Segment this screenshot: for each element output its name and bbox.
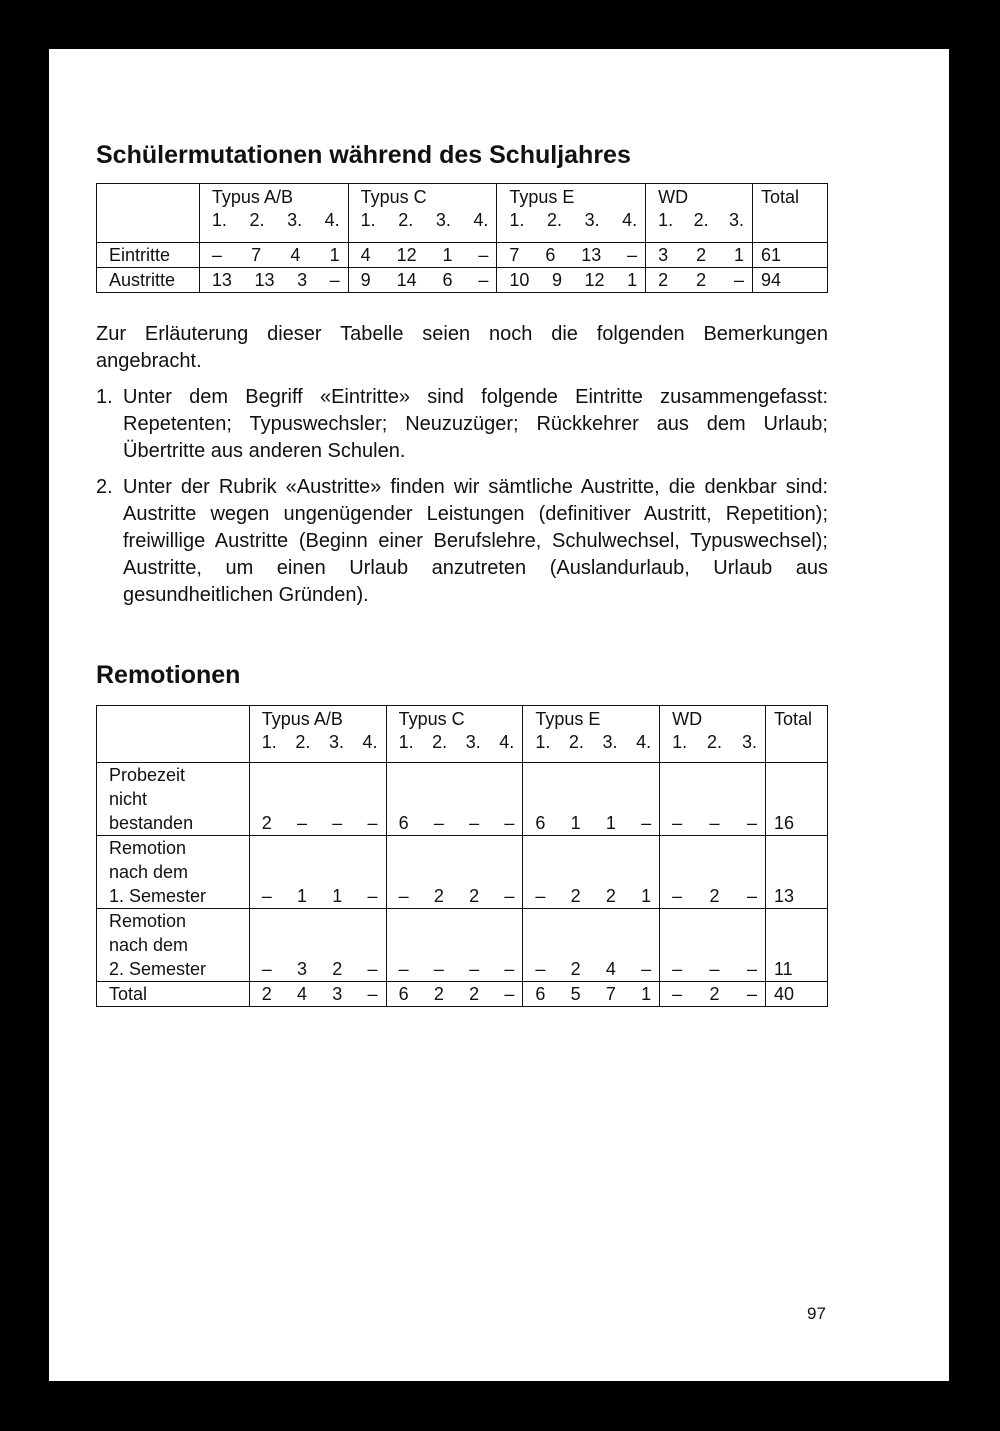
cell-value: –: [641, 959, 652, 979]
cell-value: 4.: [499, 732, 515, 752]
cell-value: –: [329, 270, 340, 290]
cell-value: 1.: [360, 210, 376, 230]
cell-value: 6: [545, 245, 556, 265]
value-columns: [672, 884, 757, 908]
cell-value: 2.: [707, 732, 723, 752]
cell-value: –: [746, 813, 757, 833]
header-row: [97, 706, 828, 763]
row-label-line: bestanden: [109, 813, 194, 833]
cell-value: 6: [398, 984, 409, 1004]
row-total-value: 16: [773, 813, 794, 833]
table-row: [97, 836, 828, 909]
cell-value: 3.: [741, 732, 757, 752]
note-item: [96, 384, 828, 465]
document-page: [49, 49, 949, 1381]
cell-value: 14: [396, 270, 417, 290]
cell-value: 1: [605, 813, 616, 833]
cell-value: 3: [658, 245, 669, 265]
cell-value: 1: [641, 886, 652, 906]
value-columns: [535, 957, 651, 981]
note-item: [96, 474, 828, 609]
value-columns: [399, 811, 515, 835]
row-label: [97, 268, 200, 293]
group-name: Typus C: [398, 709, 465, 729]
value-columns: [262, 732, 378, 753]
cell-value: 3.: [328, 732, 344, 752]
value-cell: [660, 909, 766, 982]
cell-value: 1: [733, 245, 744, 265]
group-header: [646, 184, 753, 243]
value-columns: [399, 884, 515, 908]
row-label: [97, 909, 250, 982]
value-columns: [262, 982, 378, 1006]
cell-value: –: [627, 245, 638, 265]
cell-value: 3.: [584, 210, 600, 230]
cell-value: –: [504, 959, 515, 979]
value-cell: [646, 268, 753, 293]
cell-value: 4: [290, 245, 301, 265]
cell-value: 1.: [535, 732, 551, 752]
cell-value: –: [367, 813, 378, 833]
row-label: [97, 982, 250, 1007]
cell-value: –: [709, 813, 720, 833]
value-columns: [658, 210, 744, 231]
cell-value: 2.: [249, 210, 265, 230]
cell-value: 2.: [295, 732, 311, 752]
value-cell: [249, 909, 386, 982]
cell-value: 1: [570, 813, 581, 833]
cell-value: –: [641, 813, 652, 833]
value-cell: [348, 268, 497, 293]
value-cell: [646, 243, 753, 268]
value-columns: [535, 811, 651, 835]
cell-value: 7: [251, 245, 262, 265]
row-total-value: 40: [773, 984, 794, 1004]
cell-value: –: [469, 813, 480, 833]
cell-value: 2.: [568, 732, 584, 752]
cell-value: –: [709, 959, 720, 979]
value-cell: [523, 763, 660, 836]
value-cell: [523, 982, 660, 1007]
cell-value: 2: [469, 886, 480, 906]
cell-value: 13: [581, 245, 602, 265]
group-name: Typus E: [509, 187, 575, 207]
cell-value: 3.: [728, 210, 744, 230]
value-columns: [672, 732, 757, 753]
group-name: WD: [658, 187, 689, 207]
note-number: 1.: [96, 386, 113, 408]
value-columns: [399, 732, 515, 753]
row-label-line: Total: [109, 984, 148, 1004]
value-cell: [249, 836, 386, 909]
value-columns: [399, 957, 515, 981]
row-label-line: nach dem: [109, 862, 189, 882]
cell-value: –: [478, 270, 489, 290]
cell-value: –: [367, 984, 378, 1004]
cell-value: 1: [332, 886, 343, 906]
cell-value: 2: [709, 886, 720, 906]
cell-value: 1: [442, 245, 453, 265]
value-columns: [658, 243, 744, 267]
cell-value: 2: [433, 984, 444, 1004]
corner-cell: [97, 706, 250, 763]
cell-value: 10: [509, 270, 530, 290]
value-columns: [399, 982, 515, 1006]
mutations-table: [96, 183, 828, 293]
cell-value: –: [746, 984, 757, 1004]
value-columns: [672, 811, 757, 835]
section1-title: Schülermutationen während des Schuljahres: [96, 141, 631, 169]
cell-value: 3.: [287, 210, 303, 230]
cell-value: 12: [584, 270, 605, 290]
value-cell: [497, 243, 646, 268]
cell-value: 2: [696, 270, 707, 290]
value-columns: [509, 268, 637, 292]
value-cell: [660, 982, 766, 1007]
value-columns: [509, 243, 637, 267]
value-columns: [509, 210, 637, 231]
value-cell: [660, 836, 766, 909]
cell-value: –: [504, 984, 515, 1004]
corner-cell: [97, 184, 200, 243]
group-name: Typus A/B: [261, 709, 343, 729]
value-columns: [262, 884, 378, 908]
cell-value: 4: [360, 245, 371, 265]
cell-value: 3.: [435, 210, 451, 230]
cell-value: 13: [254, 270, 275, 290]
cell-value: –: [672, 984, 683, 1004]
table-row: [97, 763, 828, 836]
value-cell: [386, 909, 523, 982]
cell-value: 1: [627, 270, 638, 290]
cell-value: 4: [605, 959, 616, 979]
cell-value: 3.: [465, 732, 481, 752]
intro-paragraph: Zur Erläuterung dieser Tabelle seien noch die folgenden Bemerkungen angebracht.: [96, 323, 828, 372]
value-columns: [535, 732, 651, 753]
value-cell: [348, 243, 497, 268]
cell-value: –: [478, 245, 489, 265]
total-label: Total: [761, 187, 800, 207]
cell-value: –: [261, 886, 272, 906]
cell-value: –: [261, 959, 272, 979]
cell-value: 2.: [693, 210, 709, 230]
row-label-line: Remotion: [109, 911, 187, 931]
cell-value: 2: [261, 813, 272, 833]
total-label: Total: [773, 709, 812, 729]
value-columns: [212, 243, 340, 267]
cell-value: –: [469, 959, 480, 979]
cell-value: 4.: [473, 210, 489, 230]
page-number: 97: [807, 1304, 826, 1323]
value-columns: [672, 982, 757, 1006]
cell-value: –: [535, 959, 546, 979]
cell-value: –: [398, 959, 409, 979]
value-columns: [535, 982, 651, 1006]
cell-value: –: [746, 959, 757, 979]
cell-value: 2: [469, 984, 480, 1004]
row-label-line: Remotion: [109, 838, 187, 858]
note-text: Unter der Rubrik «Austritte» finden wir sämtliche Austritte, die denkbar sind: Austritte wegen ungenügender Leistungen (definitiver Austritt, Repetition); freiwillige Austritte (Beginn einer Berufslehre, Schulwechsel, Typuswechsel); Austritte, um einen Urlaub anzutreten (Auslandurlaub, Urlaub aus gesundheitlichen Gründen).: [123, 476, 828, 606]
cell-value: –: [733, 270, 744, 290]
row-label-line: nach dem: [109, 935, 189, 955]
note-text: Unter dem Begriff «Eintritte» sind folgende Eintritte zusammengefasst: Repetenten; Typuswechsler; Neuzuzüger; Rückkehrer aus dem Urlaub; Übertritte aus anderen Schulen.: [123, 386, 828, 462]
value-cell: [660, 763, 766, 836]
row-label-line: 1. Semester: [109, 886, 207, 906]
cell-value: 1.: [398, 732, 414, 752]
cell-value: 4.: [362, 732, 378, 752]
group-header: [249, 706, 386, 763]
cell-value: 2: [605, 886, 616, 906]
row-label: [97, 763, 250, 836]
value-cell: [199, 243, 348, 268]
cell-value: 2.: [546, 210, 562, 230]
cell-value: –: [211, 245, 222, 265]
row-label-line: Eintritte: [109, 245, 171, 265]
note-number: 2.: [96, 476, 113, 498]
cell-value: –: [504, 886, 515, 906]
value-cell: [249, 763, 386, 836]
row-label: [97, 836, 250, 909]
value-columns: [262, 957, 378, 981]
row-total: [765, 836, 827, 909]
cell-value: 6: [398, 813, 409, 833]
cell-value: 2: [261, 984, 272, 1004]
cell-value: 2.: [398, 210, 414, 230]
cell-value: –: [504, 813, 515, 833]
cell-value: –: [433, 959, 444, 979]
cell-value: 3: [297, 270, 308, 290]
group-header: [523, 706, 660, 763]
section2-title: Remotionen: [96, 661, 241, 689]
cell-value: 1: [297, 886, 308, 906]
value-columns: [212, 268, 340, 292]
cell-value: 6: [442, 270, 453, 290]
cell-value: 4.: [622, 210, 638, 230]
cell-value: 1.: [261, 732, 277, 752]
cell-value: 12: [396, 245, 417, 265]
cell-value: 4.: [636, 732, 652, 752]
value-cell: [523, 909, 660, 982]
group-name: Typus C: [360, 187, 427, 207]
cell-value: –: [746, 886, 757, 906]
cell-value: 4: [297, 984, 308, 1004]
cell-value: –: [332, 813, 343, 833]
cell-value: –: [672, 813, 683, 833]
group-header: [497, 184, 646, 243]
cell-value: –: [297, 813, 308, 833]
value-columns: [672, 957, 757, 981]
table-row: [97, 243, 828, 268]
cell-value: 2: [433, 886, 444, 906]
table-row: [97, 909, 828, 982]
row-total-value: 94: [761, 270, 782, 290]
cell-value: 4.: [324, 210, 340, 230]
total-header: [765, 706, 827, 763]
group-header: [348, 184, 497, 243]
cell-value: 2: [709, 984, 720, 1004]
row-total: [753, 243, 828, 268]
row-label-line: nicht: [109, 789, 148, 809]
value-cell: [497, 268, 646, 293]
cell-value: –: [398, 886, 409, 906]
cell-value: –: [367, 886, 378, 906]
cell-value: 1: [641, 984, 652, 1004]
cell-value: –: [535, 886, 546, 906]
group-header: [386, 706, 523, 763]
row-total-value: 61: [761, 245, 782, 265]
cell-value: 1: [329, 245, 340, 265]
value-cell: [523, 836, 660, 909]
row-label-line: Austritte: [109, 270, 176, 290]
value-cell: [386, 763, 523, 836]
cell-value: –: [672, 886, 683, 906]
cell-value: 6: [535, 813, 546, 833]
row-total: [765, 982, 827, 1007]
group-name: Typus E: [535, 709, 601, 729]
value-columns: [361, 243, 489, 267]
value-columns: [658, 268, 744, 292]
value-cell: [199, 268, 348, 293]
cell-value: 2: [696, 245, 707, 265]
cell-value: 13: [211, 270, 232, 290]
row-total: [765, 909, 827, 982]
value-columns: [212, 210, 340, 231]
cell-value: 2: [658, 270, 669, 290]
notes-list: [96, 384, 828, 618]
cell-value: 5: [570, 984, 581, 1004]
cell-value: 2: [570, 886, 581, 906]
cell-value: 1.: [211, 210, 227, 230]
cell-value: 1.: [658, 210, 674, 230]
total-header: [753, 184, 828, 243]
cell-value: 2: [570, 959, 581, 979]
row-label-line: 2. Semester: [109, 959, 207, 979]
table-row: [97, 268, 828, 293]
row-total: [753, 268, 828, 293]
value-columns: [361, 268, 489, 292]
row-label-line: Probezeit: [109, 765, 186, 785]
row-total-value: 13: [773, 886, 794, 906]
cell-value: 1.: [509, 210, 525, 230]
group-name: Typus A/B: [211, 187, 293, 207]
cell-value: 3: [332, 984, 343, 1004]
value-columns: [361, 210, 489, 231]
cell-value: 7: [605, 984, 616, 1004]
value-columns: [535, 884, 651, 908]
cell-value: –: [367, 959, 378, 979]
group-name: WD: [672, 709, 703, 729]
row-total-value: 11: [773, 959, 793, 979]
cell-value: 6: [535, 984, 546, 1004]
header-row: [97, 184, 828, 243]
cell-value: 2: [332, 959, 343, 979]
cell-value: 7: [509, 245, 520, 265]
cell-value: –: [672, 959, 683, 979]
group-header: [660, 706, 766, 763]
value-cell: [249, 982, 386, 1007]
remotions-table: [96, 705, 828, 1007]
cell-value: 9: [551, 270, 562, 290]
cell-value: 3.: [602, 732, 618, 752]
cell-value: 1.: [672, 732, 688, 752]
table-row: [97, 982, 828, 1007]
cell-value: 9: [360, 270, 371, 290]
cell-value: –: [433, 813, 444, 833]
row-label: [97, 243, 200, 268]
group-header: [199, 184, 348, 243]
row-total: [765, 763, 827, 836]
value-cell: [386, 982, 523, 1007]
value-cell: [386, 836, 523, 909]
cell-value: 2.: [432, 732, 448, 752]
value-columns: [262, 811, 378, 835]
cell-value: 3: [297, 959, 308, 979]
